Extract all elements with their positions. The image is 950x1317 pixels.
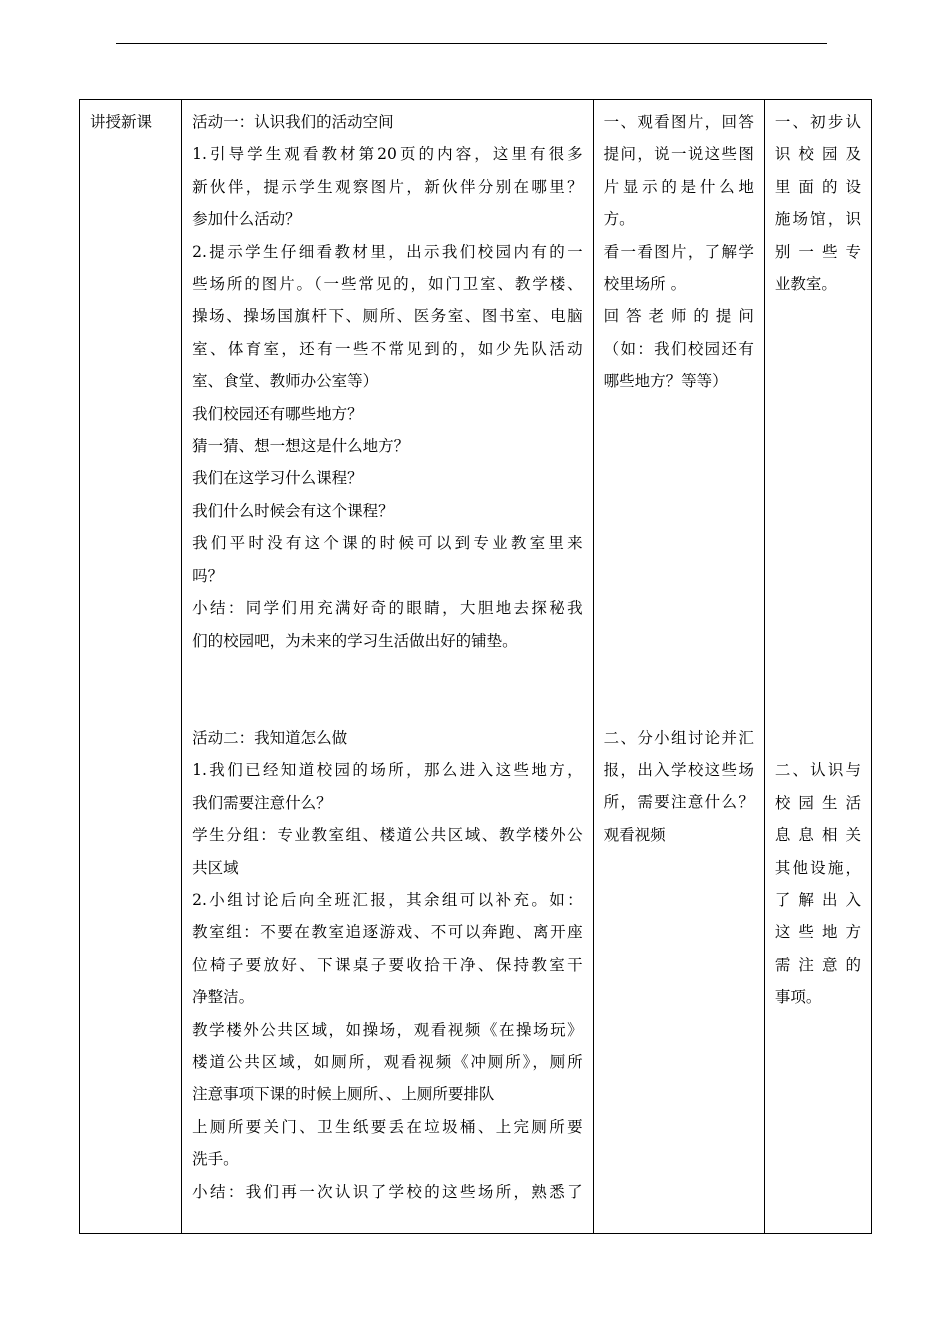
response-line: 提问，说一说这些图: [603, 145, 754, 164]
objective-line: 业教室。: [774, 275, 837, 294]
spacer: [604, 398, 754, 722]
activity-two-line: 我们需要注意什么？: [192, 793, 332, 812]
table-row: [80, 100, 872, 1234]
objective-line: 里面的设: [774, 177, 861, 196]
objective-line: 一、初步认: [774, 113, 861, 131]
activity-one-line: 1.引导学生观看教材第20页的内容，这里有很多: [192, 145, 583, 164]
response-line: 所，需要注意什么？: [603, 793, 754, 812]
activity-two-line: 教室组：不要在教室追逐游戏、不可以奔跑、离开座: [192, 923, 583, 942]
objective-line: 校园生活: [774, 793, 861, 812]
activity-two-line: 共区域: [192, 858, 239, 877]
header-rule: [116, 43, 827, 44]
activity-one-block: [192, 106, 583, 657]
section-label: 讲授新课: [90, 113, 153, 131]
response-line: （如：我们校园还有: [603, 339, 754, 358]
activity-one-line: 室、体育室，还有一些不常见到的，如少先队活动: [192, 339, 583, 358]
activity-two-line: 楼道公共区域，如厕所，观看视频《冲厕所》，厕所: [192, 1052, 583, 1071]
activity-two-line: 1.我们已经知道校园的场所，那么进入这些地方，: [192, 761, 583, 780]
activity-one-line: 参加什么活动？: [192, 210, 301, 229]
objective-two-block: [775, 754, 861, 1013]
objectives-cell: [764, 100, 871, 1234]
spacer: [192, 657, 583, 722]
objective-line: 二、认识与: [774, 761, 861, 780]
objective-line: 事项。: [774, 988, 822, 1007]
objective-line: 其他设施，: [774, 858, 861, 877]
activity-two-block: [192, 722, 583, 1208]
activity-one-line: 吗？: [192, 566, 224, 585]
activity-one-line: 我们平时没有这个课的时候可以到专业教室里来: [192, 534, 583, 553]
objective-line: 识校园及: [774, 145, 861, 164]
objective-line: 这些地方: [774, 923, 861, 942]
activity-two-line: 净整洁。: [192, 988, 255, 1007]
response-line: 回答老师的提问: [603, 307, 754, 326]
response-one-block: [604, 106, 754, 398]
response-line: 哪些地方？等等）: [603, 372, 728, 391]
objective-line: 施场馆，识: [774, 210, 861, 229]
activity-two-line: 2.小组讨论后向全班汇报，其余组可以补充。如：: [192, 890, 583, 909]
activity-two-line: 教学楼外公共区域，如操场，观看视频《在操场玩》: [192, 1020, 583, 1039]
activity-one-line: 室、食堂、教师办公室等）: [192, 372, 379, 391]
activity-one-line: 我们在这学习什么课程？: [192, 469, 363, 488]
objective-line: 需注意的: [774, 955, 861, 974]
activity-two-summary: 小结：我们再一次认识了学校的这些场所，熟悉了: [192, 1182, 583, 1201]
response-line: 一、观看图片，回答: [603, 113, 754, 131]
activity-two-title: 活动二：我知道怎么做: [192, 728, 348, 747]
activity-two-line: 学生分组：专业教室组、楼道公共区域、教学楼外公: [192, 826, 583, 845]
activity-two-line: 注意事项下课的时候上厕所、、上厕所要排队: [192, 1085, 495, 1104]
activity-one-line: 猜一猜、想一想这是什么地方？: [192, 437, 410, 456]
spacer: [775, 300, 861, 754]
activity-two-line: 上厕所要关门、卫生纸要丢在垃圾桶、上完厕所要: [192, 1117, 583, 1136]
activity-one-line: 操场、操场国旗杆下、厕所、医务室、图书室、电脑: [192, 307, 583, 326]
activity-one-title: 活动一：认识我们的活动空间: [192, 113, 394, 131]
teacher-activities-cell: [182, 100, 594, 1234]
lesson-plan-table: [79, 99, 872, 1234]
student-responses-cell: [593, 100, 764, 1234]
objective-one-block: [775, 106, 861, 300]
response-line: 二、分小组讨论并汇: [603, 728, 754, 747]
objective-line: 了解出入: [774, 891, 861, 910]
activity-one-summary: 们的校园吧，为未来的学习生活做出好的铺垫。: [192, 631, 518, 650]
activity-two-line: 洗手。: [192, 1150, 239, 1169]
objective-line: 别一些专: [774, 242, 861, 261]
section-label-cell: [80, 100, 182, 1234]
activity-one-line: 新伙伴，提示学生观察图片，新伙伴分别在哪里？: [192, 177, 583, 196]
activity-two-line: 位椅子要放好、下课桌子要收拾干净、保持教室干: [192, 955, 583, 974]
response-line: 报，出入学校这些场: [603, 761, 754, 780]
response-line: 片显示的是什么地: [603, 177, 754, 196]
activity-one-line: 我们什么时候会有这个课程？: [192, 501, 394, 520]
activity-one-line: 2.提示学生仔细看教材里，出示我们校园内有的一: [192, 242, 583, 261]
activity-one-summary: 小结：同学们用充满好奇的眼睛，大胆地去探秘我: [192, 599, 583, 618]
response-line: 观看视频: [603, 825, 666, 844]
activity-one-line: 我们校园还有哪些地方？: [192, 404, 363, 423]
response-line: 方。: [603, 210, 635, 229]
response-line: 校里场所 。: [603, 275, 687, 294]
objective-line: 息息相关: [774, 826, 861, 845]
response-two-block: [604, 722, 754, 852]
activity-one-line: 些场所的图片。（一些常见的，如门卫室、教学楼、: [192, 275, 583, 294]
response-line: 看一看图片，了解学: [603, 242, 754, 261]
